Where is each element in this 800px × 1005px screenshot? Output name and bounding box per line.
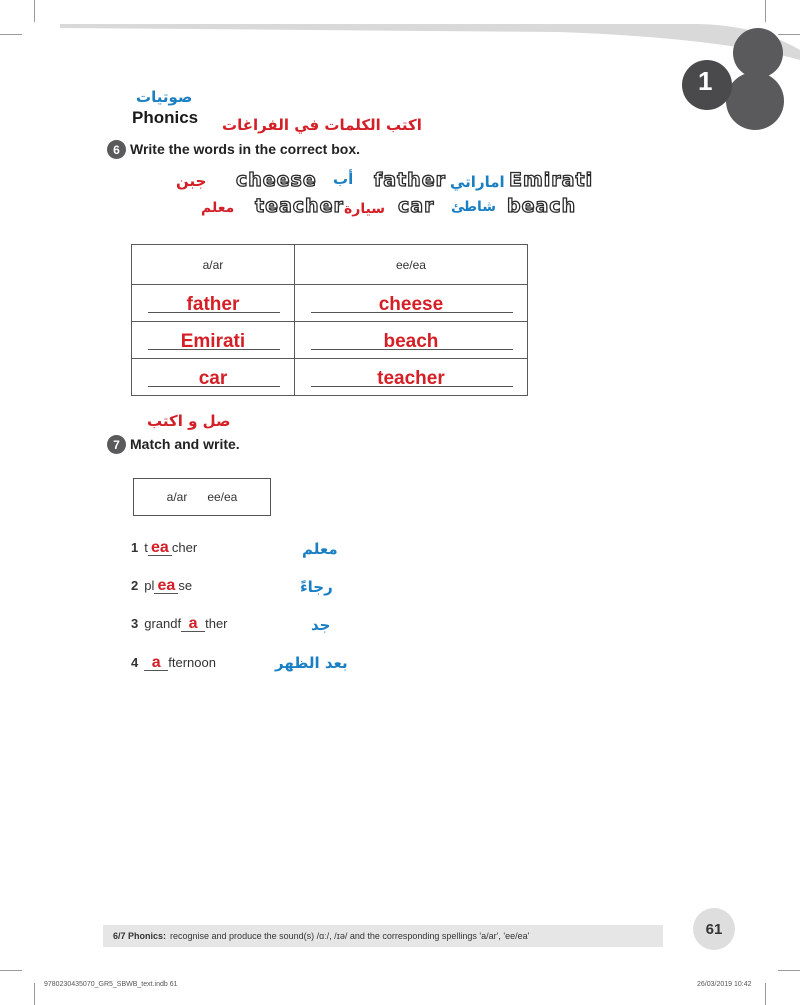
table-header-ee-ea: ee/ea (294, 245, 527, 285)
table-row (132, 359, 528, 396)
word-bank-word: Emirati (509, 169, 594, 191)
exercise6-title: Write the words in the correct box. (130, 141, 361, 157)
answer-cell[interactable] (294, 285, 527, 322)
answer-cell[interactable] (294, 359, 527, 396)
item-arabic: رجاءً (300, 578, 333, 596)
table-header-row (132, 245, 528, 285)
word-bank-word: teacher (255, 195, 344, 217)
footer-objective (103, 925, 663, 947)
answer-text: beach (383, 331, 439, 352)
word-bank-arabic: جبن (176, 172, 207, 190)
answer-cell[interactable] (132, 359, 295, 396)
exercise7-number: 7 (107, 435, 126, 454)
exercise7-title: Match and write. (130, 436, 240, 452)
sound-box (133, 478, 271, 516)
list-item (131, 655, 216, 671)
answer-text: car (198, 368, 228, 389)
item-suffix: cher (171, 540, 198, 555)
table-row (132, 285, 528, 322)
crop-mark (765, 983, 766, 1005)
badge-circle (733, 28, 783, 78)
print-slug-right: 26/03/2019 10:42 (697, 981, 752, 988)
item-prefix: pl (144, 578, 155, 593)
item-arabic: جد (311, 616, 331, 634)
item-number: 2 (131, 578, 139, 593)
word-bank-arabic: سيارة (344, 201, 386, 217)
badge-circle (726, 72, 784, 130)
unit-number: 1 (698, 66, 713, 96)
item-number: 3 (131, 616, 139, 631)
list-item (131, 578, 192, 594)
crop-mark (0, 970, 22, 971)
exercise7-arabic-instruction: صل و اكتب (147, 412, 231, 430)
print-slug-left: 9780230435070_GR5_SBWB_text.indb 61 (44, 981, 178, 988)
phonics-arabic-title: صوتيات (136, 88, 193, 106)
crop-mark (34, 983, 35, 1005)
sound-ee-ea: ee/ea (207, 490, 238, 504)
item-prefix: grandf (144, 616, 182, 631)
item-suffix: se (178, 578, 193, 593)
answer-cell[interactable] (132, 285, 295, 322)
item-blank[interactable]: a (181, 617, 205, 632)
item-arabic: بعد الظهر (275, 654, 348, 672)
word-bank-word: cheese (236, 169, 317, 191)
word-bank-arabic: أب (333, 170, 354, 188)
page-number: 61 (693, 908, 735, 950)
word-bank-word: car (398, 195, 435, 217)
list-item (131, 616, 228, 632)
sound-a-ar: a/ar (166, 490, 188, 504)
phonics-title: Phonics (132, 108, 199, 127)
item-suffix: fternoon (168, 655, 216, 670)
list-item (131, 540, 197, 556)
word-bank-word: father (374, 169, 446, 191)
word-bank-arabic: معلم (201, 200, 235, 216)
word-bank-word: beach (507, 195, 577, 217)
answer-text: father (186, 294, 240, 315)
item-suffix: ther (205, 616, 228, 631)
item-blank[interactable]: ea (148, 541, 172, 556)
word-bank-arabic: شاطئ (451, 199, 497, 215)
footer-label: 6/7 Phonics: (113, 931, 167, 941)
item-blank[interactable]: a (144, 656, 168, 671)
item-blank[interactable]: ea (154, 579, 178, 594)
answer-text: cheese (378, 294, 444, 315)
footer-text: recognise and produce the sound(s) /ɑː/, /ɪə/ and the corresponding spellings 'a/ar', 'ee/ea' (170, 931, 530, 941)
item-arabic: معلم (302, 540, 338, 558)
header-band (0, 0, 800, 60)
word-bank-arabic: اماراتي (450, 173, 505, 191)
answer-cell[interactable] (132, 322, 295, 359)
answer-text: teacher (377, 368, 445, 389)
item-prefix: t (144, 540, 148, 555)
item-number: 4 (131, 655, 139, 670)
exercise6-arabic-instruction: اكتب الكلمات في الفراغات (222, 116, 422, 134)
sorting-table (131, 244, 528, 396)
table-header-a-ar: a/ar (132, 245, 295, 285)
exercise6-number: 6 (107, 140, 126, 159)
item-number: 1 (131, 540, 139, 555)
crop-mark (778, 970, 800, 971)
table-row (132, 322, 528, 359)
answer-text: Emirati (180, 331, 246, 352)
answer-cell[interactable] (294, 322, 527, 359)
